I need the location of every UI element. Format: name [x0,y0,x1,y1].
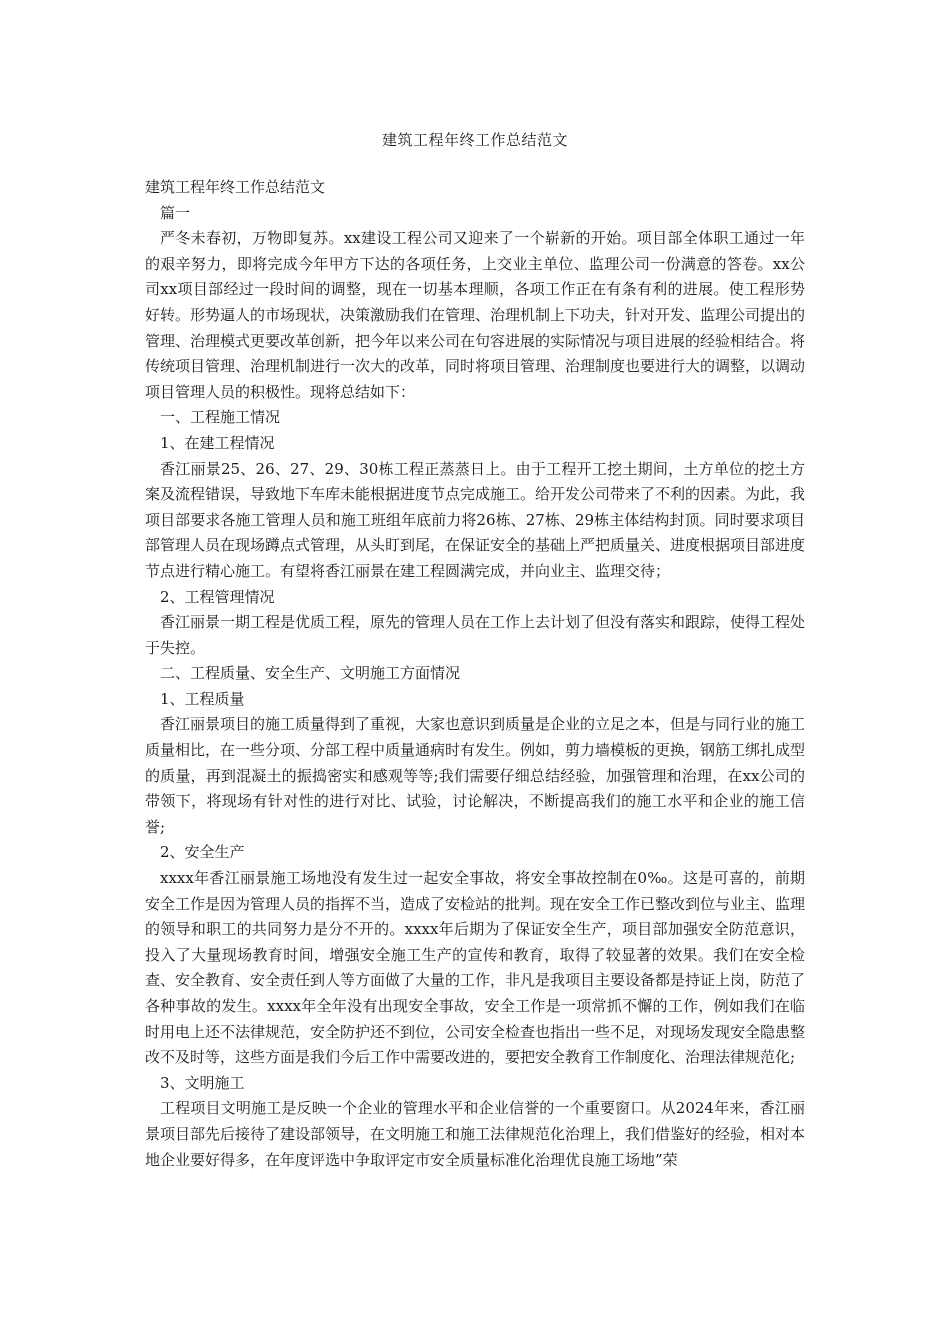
paragraph: 严冬未春初，万物即复苏。xx建设工程公司又迎来了一个崭新的开始。项目部全体职工通过一年的艰辛努力，即将完成今年甲方下达的各项任务，上交业主单位、监理公司一份满意的答卷。xx公司xx项目部经过一段时间的调整，现在一切基本理顺，各项工作正在有条有利的进展。使工程形势好转。形势逼人的市场现状，决策激励我们在管理、治理机制上下功夫，针对开发、监理公司提出的管理、治理模式更要改革创新，把今年以来公司在句容进展的实际情况与项目进展的经验相结合。将传统项目管理、治理机制进行一次大的改革，同时将项目管理、治理制度也要进行大的调整，以调动项目管理人员的积极性。现将总结如下： [145,229,806,401]
paragraph: 一、工程施工情况 [160,408,281,427]
paragraph: 3、文明施工 [160,1073,245,1092]
paragraph: xxxx年香江丽景施工场地没有发生过一起安全事故，将安全事故控制在0‰。这是可喜的，前期安全工作是因为管理人员的指挥不当，造成了安检站的批判。现在安全工作已整改到位与业主、监理的领导和职工的共同努力是分不开的。xxxx年后期为了保证安全生产，项目部加强安全防范意识，投入了大量现场教育时间，增强安全施工生产的宣传和教育，取得了较显著的效果。我们在安全检查、安全教育、安全责任到人等方面做了大量的工作，非凡是我项目主要设备都是持证上岗，防范了各种事故的发生。xxxx年全年没有出现安全事故，安全工作是一项常抓不懈的工作，例如我们在临时用电上还不法律规范，安全防护还不到位，公司安全检查也指出一些不足，对现场发现安全隐患整改不及时等，这些方面是我们今后工作中需要改进的，要把安全教育工作制度化、治理法律规范化; [145,869,806,1067]
paragraph: 香江丽景25、26、27、29、30栋工程正蒸蒸日上。由于工程开工挖土期间，土方单位的挖土方案及流程错误，导致地下车库未能根据进度节点完成施工。给开发公司带来了不利的因素。为此，我项目部要求各施工管理人员和施工班组年底前力将26栋、27栋、29栋主体结构封顶。同时要求项目部管理人员在现场蹲点式管理，从头盯到尾，在保证安全的基础上严把质量关、进度根据项目部进度节点进行精心施工。有望将香江丽景在建工程圆满完成，并向业主、监理交待； [145,459,806,580]
document-body [145,175,805,1173]
paragraph: 2、工程管理情况 [160,587,275,606]
paragraph: 香江丽景一期工程是优质工程，原先的管理人员在工作上去计划了但没有落实和跟踪，使得工程处于失控。 [145,613,806,657]
paragraph: 篇一 [160,203,191,222]
paragraph: 1、在建工程情况 [160,433,275,452]
paragraph: 建筑工程年终工作总结范文 [145,178,326,196]
document-title: 建筑工程年终工作总结范文 [381,131,568,149]
paragraph: 香江丽景项目的施工质量得到了重视，大家也意识到质量是企业的立足之本，但是与同行业的施工质量相比，在一些分项、分部工程中质量通病时有发生。例如，剪力墙模板的更换，钢筋工绑扎成型的质量，再到混凝土的振捣密实和感观等等;我们需要仔细总结经验，加强管理和治理，在xx公司的带领下，将现场有针对性的进行对比、试验，讨论解决，不断提高我们的施工水平和企业的施工信誉; [145,715,806,836]
paragraph: 2、安全生产 [160,843,245,862]
paragraph: 1、工程质量 [160,689,245,708]
paragraph: 二、工程质量、安全生产、文明施工方面情况 [160,664,461,683]
paragraph: 工程项目文明施工是反映一个企业的管理水平和企业信誉的一个重要窗口。从2024年来，香江丽景项目部先后接待了建设部领导，在文明施工和施工法律规范化治理上，我们借鉴好的经验，相对本地企业要好得多，在年度评选中争取评定市安全质量标准化治理优良施工场地”荣 [145,1099,806,1169]
